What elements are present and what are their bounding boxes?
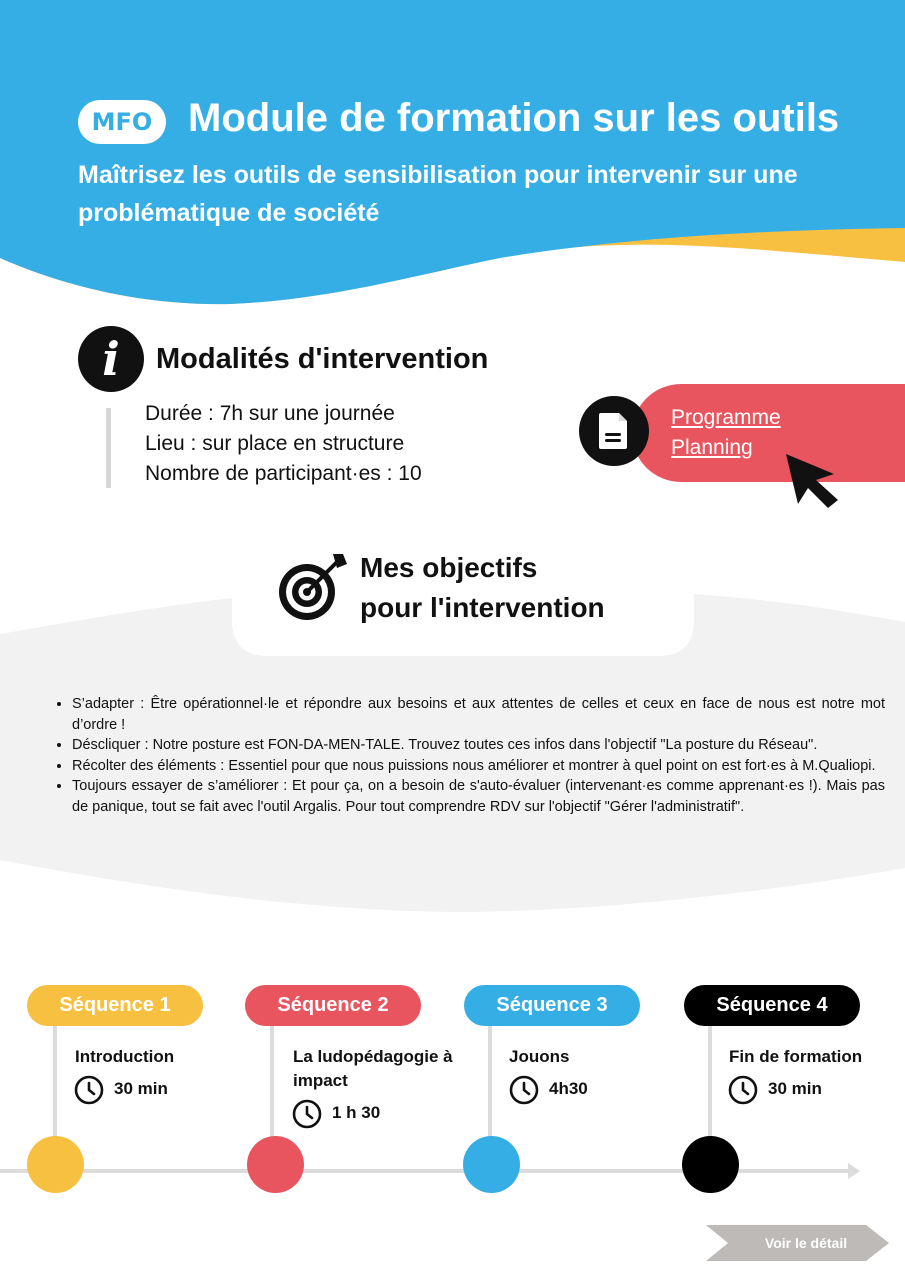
objectifs-title-line2: pour l'intervention: [360, 592, 605, 623]
page-title: Module de formation sur les outils: [188, 96, 840, 140]
info-icon: i: [78, 326, 144, 392]
sequence-3-title: Jouons: [509, 1047, 570, 1066]
planning-link[interactable]: Planning: [671, 436, 753, 459]
objectif-item: • Déscliquer : Notre posture est FON-DA-MEN-TALE. Trouvez toutes ces infos dans l'objectif "La posture du Réseau".: [72, 735, 885, 756]
sequence-1-title: Introduction: [75, 1047, 175, 1066]
modalite-duree: Durée : 7h sur une journée: [145, 402, 395, 425]
sequence-2-title: La ludopédagogie à impact: [293, 1047, 453, 1090]
objectif-item: • Récolter des éléments : Essentiel pour que nous puissions nous améliorer et montrer à quel point on est fort·es à M.Qualiopi.: [72, 756, 885, 777]
objectifs-title: [360, 548, 605, 628]
sequence-4-button[interactable]: Séquence 4: [684, 985, 860, 1026]
documents-panel: [632, 384, 905, 482]
sequence-2-duration: 1 h 30: [332, 1103, 381, 1122]
modalites-title: Modalités d'intervention: [156, 343, 489, 375]
sequence-2-button[interactable]: Séquence 2: [245, 985, 421, 1026]
sequence-3-duration: 4h30: [549, 1079, 588, 1098]
page-subtitle: Maîtrisez les outils de sensibilisation pour intervenir sur une problématique de société: [78, 161, 798, 227]
objectifs-list: [50, 694, 885, 817]
timeline-arrow-icon: [848, 1163, 860, 1179]
clock-icon: [74, 1075, 104, 1105]
sequence-stem: [488, 1026, 492, 1140]
sequence-stem: [270, 1026, 274, 1140]
document-icon: [579, 396, 649, 466]
voir-detail-label[interactable]: Voir le détail: [764, 1235, 848, 1251]
target-icon: [275, 552, 349, 624]
objectif-item: • Toujours essayer de s’améliorer : Et pour ça, on a besoin de s'auto-évaluer (intervenant·es comme apprenant·es !). Mais pas de panique, tout se fait avec l'outil Argalis. Pour tout comprendre RDV sur l'objectif "Gérer l'administratif".: [72, 776, 885, 817]
header-banner: [0, 0, 905, 310]
objectif-item: • S’adapter : Être opérationnel·le et répondre aux besoins et aux attentes de celles et ceux en face de nous est notre mot d’ordre !: [72, 694, 885, 735]
sequence-4-title: Fin de formation: [729, 1047, 863, 1066]
clock-icon: [509, 1075, 539, 1105]
sequence-stem: [53, 1026, 57, 1140]
clock-icon: [292, 1099, 322, 1129]
sequence-1-dot: [27, 1136, 84, 1193]
modalite-participants: Nombre de participant·es : 10: [145, 462, 422, 485]
mfo-badge: MFO: [78, 100, 166, 144]
sequence-4-duration: 30 min: [768, 1079, 822, 1098]
sequence-1-duration: 30 min: [114, 1079, 168, 1098]
modalite-lieu: Lieu : sur place en structure: [145, 432, 405, 455]
cursor-icon: [782, 452, 842, 510]
sequence-4-dot: [682, 1136, 739, 1193]
sequence-2-dot: [247, 1136, 304, 1193]
programme-link[interactable]: Programme: [671, 406, 781, 429]
sequence-stem: [708, 1026, 712, 1140]
sequence-1-button[interactable]: Séquence 1: [27, 985, 203, 1026]
sequence-3-button[interactable]: Séquence 3: [464, 985, 640, 1026]
clock-icon: [728, 1075, 758, 1105]
objectifs-title-line1: Mes objectifs: [360, 552, 538, 583]
modalites-divider: [106, 408, 111, 488]
sequence-3-dot: [463, 1136, 520, 1193]
